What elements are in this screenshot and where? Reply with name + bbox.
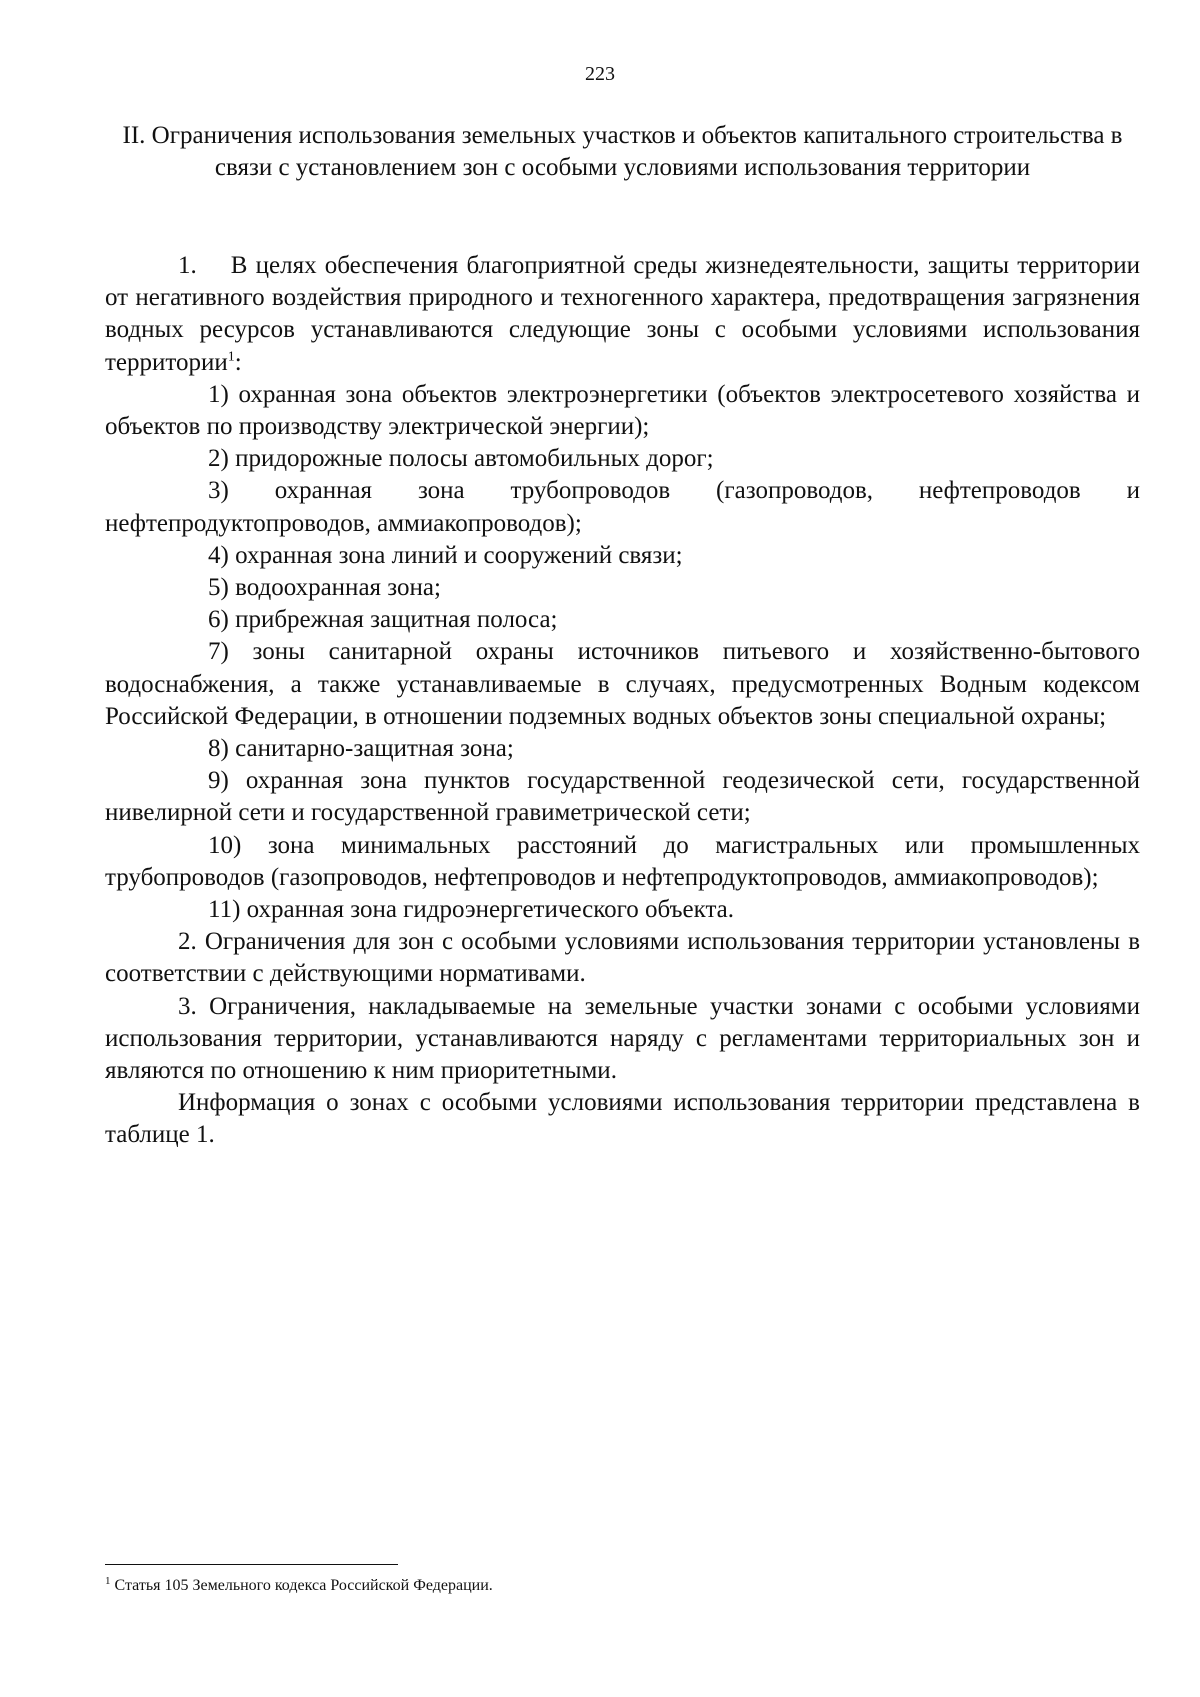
paragraph-1 xyxy=(105,250,1140,379)
list-item-5: 5) водоохранная зона; xyxy=(208,574,441,602)
document-body xyxy=(105,250,1140,1152)
list-item-10: 10) зона минимальных расстояний до магистральных или промышленных трубопроводов (газопроводов, нефтепроводов и нефтепродуктопроводов, аммиакопроводов); xyxy=(105,831,1140,891)
section-heading: II. Ограничения использования земельных участков и объектов капитального строительства в связи с установлением зон с особыми условиями использования территории xyxy=(122,122,1123,181)
paragraph-2: 2. Ограничения для зон с особыми условиями использования территории установлены в соответствии с действующими нормативами. xyxy=(105,928,1140,988)
footnote-separator xyxy=(105,1564,398,1565)
list-item-9: 9) охранная зона пунктов государственной геодезической сети, государственной нивелирной сети и государственной гравиметрической сети; xyxy=(105,767,1140,827)
list-item-7: 7) зоны санитарной охраны источников питьевого и хозяйственно-бытового водоснабжения, а также устанавливаемые в случаях, предусмотренных Водным кодексом Российской Федерации, в отношении подземных водных объектов зоны специальной охраны; xyxy=(105,638,1140,730)
footnote xyxy=(105,1576,1140,1596)
list-item-3: 3) охранная зона трубопроводов (газопроводов, нефтепроводов и нефтепродуктопроводов, аммиакопроводов); xyxy=(105,477,1140,537)
paragraph-1-text: В целях обеспечения благоприятной среды жизнедеятельности, защиты территории от негативного воздействия природного и техногенного характера, предотвращения загрязнения водных ресурсов устанавливаются следующие зоны с особыми условиями использования территории xyxy=(105,252,1140,376)
footnote-text: Статья 105 Земельного кодекса Российской Федерации. xyxy=(114,1577,493,1594)
paragraph-1-tail: : xyxy=(234,348,242,376)
paragraph-4: Информация о зонах с особыми условиями использования территории представлена в таблице 1. xyxy=(105,1089,1140,1149)
list-item-6: 6) прибрежная защитная полоса; xyxy=(208,606,558,634)
footnote-marker: 1 xyxy=(105,1574,111,1587)
paragraph-1-number: 1. xyxy=(178,252,197,279)
list-item-2: 2) придорожные полосы автомобильных дорог; xyxy=(208,445,714,473)
list-item-4: 4) охранная зона линий и сооружений связи; xyxy=(208,541,683,569)
list-item-1: 1) охранная зона объектов электроэнергетики (объектов электросетевого хозяйства и объектов по производству электрической энергии); xyxy=(105,380,1140,441)
list-item-11: 11) охранная зона гидроэнергетического объекта. xyxy=(208,896,735,924)
page-number: 223 xyxy=(585,63,615,85)
footnote-reference: 1 xyxy=(227,349,235,365)
list-item-8: 8) санитарно-защитная зона; xyxy=(208,735,514,763)
paragraph-3: 3. Ограничения, накладываемые на земельные участки зонами с особыми условиями использования территории, устанавливаются наряду с регламентами территориальных зон и являются по отношению к ним приоритетными. xyxy=(105,992,1140,1085)
